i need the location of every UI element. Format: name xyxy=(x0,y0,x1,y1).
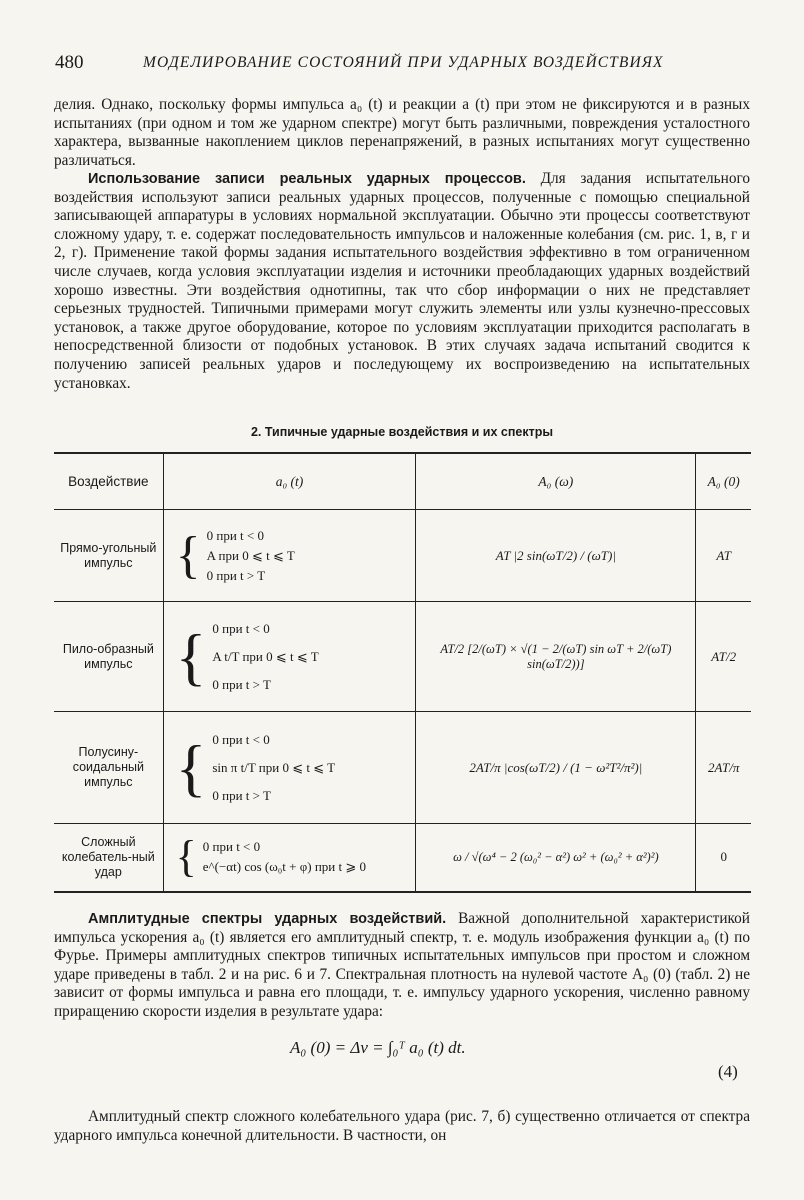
case: e^(−αt) cos (ω₀t + φ) при t ⩾ 0 xyxy=(202,859,367,875)
paragraph-3-heading: Амплитудные спектры ударных воздействий. xyxy=(88,911,447,927)
row-zero: 2AT/π xyxy=(696,712,751,824)
header-A0w: A₀ (ω) xyxy=(416,453,696,510)
equation-number: (4) xyxy=(718,1062,738,1081)
table-row: Пило-образный импульс { 0 при t < 0 A t/T при 0 ⩽ t ⩽ T 0 при t > T AT/2 [2/(ωT) × √(1 − 2/(ωT) sin ωT + 2/(ωT) sin(ωT/2))] AT/2 xyxy=(54,602,751,712)
row-spectrum: 2AT/π |cos(ωT/2) / (1 − ω²T²/π²)| xyxy=(416,712,696,824)
table-row: Полусину-соидальный импульс { 0 при t < 0 sin π t/T при 0 ⩽ t ⩽ T 0 при t > T 2AT/π |cos(ωT/2) / (1 − ω²T²/π²)| 2AT/π xyxy=(54,712,751,824)
paragraph-4-text: Амплитудный спектр сложного колебательного удара (рис. 7, б) существенно отличается от спектра ударного импульса конечной длительности. В частности, он xyxy=(54,1108,750,1144)
case: 0 при t < 0 xyxy=(212,731,270,747)
running-head: МОДЕЛИРОВАНИЕ СОСТОЯНИЙ ПРИ УДАРНЫХ ВОЗДЕЙСТВИЯХ xyxy=(143,54,664,71)
case: 0 при t > T xyxy=(206,567,266,583)
case: 0 при t < 0 xyxy=(206,527,264,543)
row-spectrum: AT/2 [2/(ωT) × √(1 − 2/(ωT) sin ωT + 2/(ωT) sin(ωT/2))] xyxy=(416,602,696,712)
case: 0 при t < 0 xyxy=(202,839,261,855)
paragraph-4 xyxy=(54,1108,750,1145)
paragraph-1 xyxy=(54,96,750,170)
row-name: Прямо-угольный импульс xyxy=(60,540,157,570)
header-a0t: a₀ (t) xyxy=(163,453,416,510)
spectra-table xyxy=(54,452,751,893)
row-zero: 0 xyxy=(696,824,751,892)
page-number: 480 xyxy=(55,52,84,73)
table-row: Прямо-угольный импульс { 0 при t < 0 A при 0 ⩽ t ⩽ T 0 при t > T AT |2 sin(ωT/2) / (ωT)| AT xyxy=(54,510,751,602)
equation-4: A₀ (0) = Δv = ∫₀ᵀ a₀ (t) dt. xyxy=(290,1038,466,1057)
row-zero: AT/2 xyxy=(696,602,751,712)
row-zero: AT xyxy=(696,510,751,602)
paragraph-2-heading: Использование записи реальных ударных процессов. xyxy=(88,171,526,187)
page-header xyxy=(55,52,755,76)
case: 0 при t < 0 xyxy=(212,620,270,636)
paragraph-2-text: Для задания испытательного воздействия используют записи реальных ударных процессов, полученные с помощью специальной записывающей аппаратуры в условиях нормальной эксплуатации. Обычно эти процессы соответствуют сложному удару, т. е. содержат последовательность импульсов и наложенные колебания (см. рис. 1, в, г и 2, г). Применение такой формы задания испытательного воздействия эффективно в том ограниченном числе случаев, когда условия эксплуатации изделия и источники преобладающих ударных воздействий хорошо известны. Эти воздействия однотипны, так что сбор информации о них не представляет серьезных трудностей. Типичными примерами могут служить элементы или узлы кузнечно-прессовых установок, а также другое оборудование, которое по условиям эксплуатации приходится располагать в непосредственной близости от подобных установок. В этих случаях задача испытаний сводится к получению записей реальных ударов и последующему их воспроизведению на испытательных установках. xyxy=(54,170,751,392)
header-A00: A₀ (0) xyxy=(696,453,751,510)
header-impact: Воздействие xyxy=(68,474,149,489)
case: A при 0 ⩽ t ⩽ T xyxy=(206,547,295,563)
row-name: Полусину-соидальный импульс xyxy=(72,745,144,789)
case: 0 при t > T xyxy=(212,787,271,803)
row-spectrum: AT |2 sin(ωT/2) / (ωT)| xyxy=(416,510,696,602)
case: sin π t/T при 0 ⩽ t ⩽ T xyxy=(212,759,336,775)
table-caption: 2. Типичные ударные воздействия и их спектры xyxy=(250,425,554,439)
paragraph-3-text: Важной дополнительной характеристикой импульса ускорения a₀ (t) является его амплитудный спектр, т. е. модуль изображения функции a₀ (t) по Фурье. Примеры амплитудных спектров типичных испытательных импульсов при простом и сложном ударе приведены в табл. 2 и на рис. 6 и 7. Спектральная плотность на нулевой частоте A₀ (0) (табл. 2) не зависит от формы импульса и равна его площади, т. е. импульсу ударного ускорения, численно равному приращению скорости изделия в результате удара: xyxy=(54,910,750,1020)
paragraph-1-text: делия. Однако, поскольку формы импульса a₀ (t) и реакции a (t) при этом не фиксируются и в разных испытаниях (при одном и том же ударном спектре) могут быть различными, повреждения усталостного характера, вызванные накоплением циклов перенапряжений, в разных испытаниях могут существенно различаться. xyxy=(54,96,750,169)
row-name: Сложный колебатель-ный удар xyxy=(61,834,155,879)
case: 0 при t > T xyxy=(212,676,271,692)
row-name: Пило-образный импульс xyxy=(62,641,154,671)
row-spectrum: ω / √(ω⁴ − 2 (ω₀² − α²) ω² + (ω₀² + α²)²) xyxy=(416,824,696,892)
paragraph-2 xyxy=(54,170,750,393)
table-header-row xyxy=(54,453,751,510)
case: A t/T при 0 ⩽ t ⩽ T xyxy=(212,648,319,664)
table-row: Сложный колебатель-ный удар { 0 при t < 0 e^(−αt) cos (ω₀t + φ) при t ⩾ 0 ω / √(ω⁴ − 2 (ω₀² − α²) ω² + (ω₀² + α²)²) 0 xyxy=(54,824,751,892)
paragraph-3 xyxy=(54,910,750,1022)
